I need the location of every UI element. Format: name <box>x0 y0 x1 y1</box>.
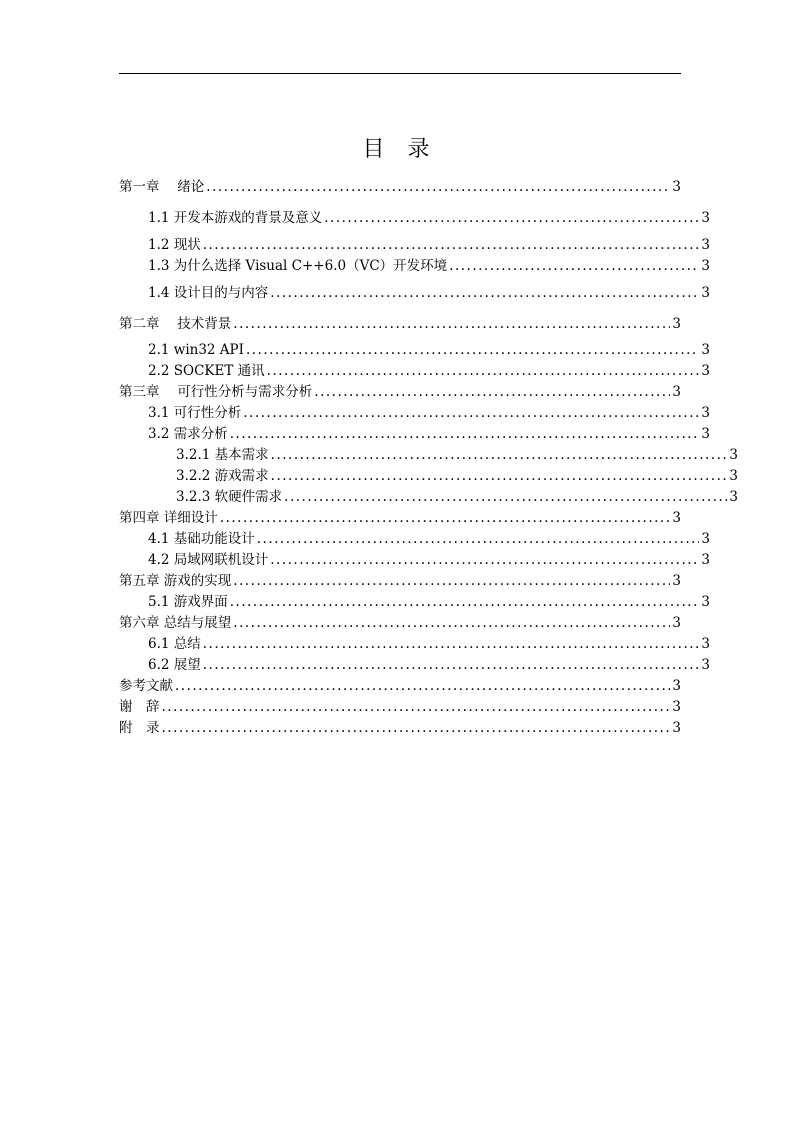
toc-leader-dots <box>175 676 670 696</box>
toc-entry-label: 第二章 技术背景 <box>119 316 232 332</box>
toc-leader-dots <box>233 613 670 633</box>
toc-entry-acknowledgements[interactable] <box>119 697 681 717</box>
toc-page-number: 3 <box>672 678 681 694</box>
toc-leader-dots <box>203 634 700 654</box>
toc-entry-3-2-1[interactable] <box>119 445 738 465</box>
toc-entry-1-1[interactable] <box>119 208 710 228</box>
toc-entry-3-1[interactable] <box>119 403 710 423</box>
toc-page-number: 3 <box>672 179 681 195</box>
toc-entry-2-1[interactable] <box>119 340 710 360</box>
toc-entry-4-1[interactable] <box>119 529 710 549</box>
toc-entry-4-2[interactable] <box>119 550 710 570</box>
toc-entry-label: 1.2 现状 <box>148 237 201 253</box>
toc-entry-label: 谢 辞 <box>119 699 160 715</box>
toc-entry-label: 2.1 win32 API <box>148 342 244 358</box>
toc-entry-label: 3.2 需求分析 <box>148 426 228 442</box>
toc-entry-label: 5.1 游戏界面 <box>148 594 228 610</box>
toc-entry-2-2[interactable] <box>119 361 710 381</box>
toc-leader-dots <box>162 718 671 738</box>
toc-entry-label: 第六章 总结与展望 <box>119 615 232 631</box>
toc-entry-3-2-2[interactable] <box>119 466 738 486</box>
toc-entry-label: 2.2 SOCKET 通讯 <box>148 363 265 379</box>
toc-entry-label: 3.2.3 软硬件需求 <box>176 489 283 505</box>
toc-page-number: 3 <box>701 594 710 610</box>
toc-leader-dots <box>206 177 670 197</box>
toc-entry-label: 6.1 总结 <box>148 636 201 652</box>
toc-page-number: 3 <box>672 720 681 736</box>
toc-entry-1-3[interactable] <box>119 256 710 276</box>
toc-leader-dots <box>271 466 728 486</box>
toc-entry-label: 6.2 展望 <box>148 657 201 673</box>
toc-page-number: 3 <box>701 342 710 358</box>
toc-leader-dots <box>233 314 670 334</box>
toc-entry-chapter-5[interactable] <box>119 571 681 591</box>
toc-leader-dots <box>324 208 699 228</box>
toc-leader-dots <box>449 256 699 276</box>
toc-page-number: 3 <box>672 316 681 332</box>
toc-leader-dots <box>230 592 700 612</box>
toc-entry-chapter-3[interactable] <box>119 382 681 402</box>
toc-page-number: 3 <box>701 285 710 301</box>
toc-page-number: 3 <box>701 363 710 379</box>
header-rule <box>119 73 681 74</box>
toc-leader-dots <box>203 655 700 675</box>
toc-entry-label: 3.2.1 基本需求 <box>176 447 269 463</box>
toc-page-number: 3 <box>701 210 710 226</box>
toc-entry-6-2[interactable] <box>119 655 710 675</box>
toc-entry-chapter-1[interactable] <box>119 177 681 197</box>
toc-leader-dots <box>220 508 671 528</box>
toc-page-number: 3 <box>701 636 710 652</box>
toc-entry-label: 第五章 游戏的实现 <box>119 573 232 589</box>
toc-page-number: 3 <box>729 468 738 484</box>
toc-leader-dots <box>270 550 699 570</box>
toc-leader-dots <box>162 697 671 717</box>
toc-entry-chapter-2[interactable] <box>119 314 681 334</box>
toc-title: 目 录 <box>362 137 438 162</box>
toc-entry-label: 4.1 基础功能设计 <box>148 531 255 547</box>
toc-entry-chapter-6[interactable] <box>119 613 681 633</box>
toc-leader-dots <box>270 283 699 303</box>
toc-entry-label: 1.3 为什么选择 Visual C++6.0（VC）开发环境 <box>148 258 448 274</box>
toc-entry-label: 第三章 可行性分析与需求分析 <box>119 384 313 400</box>
toc-entry-label: 1.1 开发本游戏的背景及意义 <box>148 210 323 226</box>
toc-leader-dots <box>246 340 699 360</box>
toc-page-number: 3 <box>701 531 710 547</box>
toc-entry-chapter-4[interactable] <box>119 508 681 528</box>
toc-entry-label: 4.2 局域网联机设计 <box>148 552 269 568</box>
toc-entry-label: 第四章 详细设计 <box>119 510 218 526</box>
toc-leader-dots <box>284 487 727 507</box>
toc-page-number: 3 <box>701 405 710 421</box>
toc-entry-label: 3.1 可行性分析 <box>148 405 242 421</box>
toc-page-number: 3 <box>701 426 710 442</box>
toc-leader-dots <box>267 361 700 381</box>
toc-entry-label: 第一章 绪论 <box>119 179 205 195</box>
toc-entry-5-1[interactable] <box>119 592 710 612</box>
toc-entry-label: 3.2.2 游戏需求 <box>176 468 269 484</box>
toc-entry-3-2-3[interactable] <box>119 487 738 507</box>
toc-leader-dots <box>233 571 670 591</box>
toc-leader-dots <box>203 235 700 255</box>
toc-page-number: 3 <box>672 615 681 631</box>
toc-entry-6-1[interactable] <box>119 634 710 654</box>
toc-entry-label: 参考文献 <box>119 678 173 694</box>
toc-leader-dots <box>243 403 699 423</box>
toc-page-number: 3 <box>701 552 710 568</box>
toc-page-number: 3 <box>701 258 710 274</box>
toc-page-number: 3 <box>701 237 710 253</box>
toc-entry-1-4[interactable] <box>119 283 710 303</box>
toc-page-number: 3 <box>729 447 738 463</box>
toc-entry-appendix[interactable] <box>119 718 681 738</box>
toc-entry-references[interactable] <box>119 676 681 696</box>
toc-page-number: 3 <box>729 489 738 505</box>
toc-entry-label: 1.4 设计目的与内容 <box>148 285 269 301</box>
toc-page-number: 3 <box>672 510 681 526</box>
toc-entry-label: 附 录 <box>119 720 160 736</box>
toc-leader-dots <box>257 529 700 549</box>
toc-entry-3-2[interactable] <box>119 424 710 444</box>
toc-page-number: 3 <box>672 699 681 715</box>
toc-entry-1-2[interactable] <box>119 235 710 255</box>
toc-leader-dots <box>230 424 700 444</box>
toc-page-number: 3 <box>672 384 681 400</box>
toc-page-number: 3 <box>672 573 681 589</box>
toc-leader-dots <box>314 382 670 402</box>
toc-leader-dots <box>271 445 728 465</box>
toc-page-number: 3 <box>701 657 710 673</box>
